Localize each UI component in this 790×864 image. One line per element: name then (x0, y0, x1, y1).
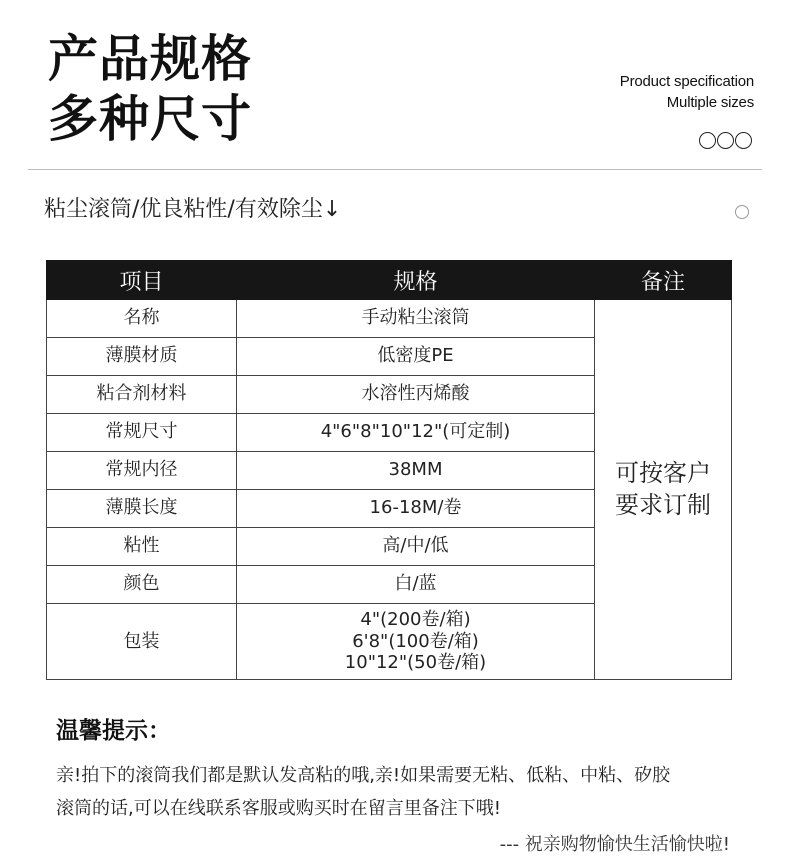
tips-line-1: 亲!拍下的滚筒我们都是默认发高粘的哦,亲!如果需要无粘、低粘、中粘、矽胶 (56, 765, 671, 786)
note-line-1: 可按客户 (615, 459, 711, 488)
small-circle-icon (735, 205, 749, 219)
row-spec: 水溶性丙烯酸 (237, 376, 595, 414)
english-title-line-1: Product specification (619, 73, 754, 90)
row-item: 包装 (47, 604, 237, 680)
row-item: 常规内径 (47, 452, 237, 490)
english-title-line-2: Multiple sizes (666, 94, 754, 111)
note-cell (595, 300, 732, 680)
row-spec: 手动粘尘滚筒 (237, 300, 595, 338)
row-item: 粘性 (47, 528, 237, 566)
packaging-line: 4"(200卷/箱) (360, 609, 471, 631)
tips-title: 温馨提示： (56, 718, 171, 744)
circle-icon (735, 132, 752, 149)
note-line-2: 要求订制 (615, 490, 711, 519)
packaging-spec (237, 604, 595, 680)
packaging-line: 6'8"(100卷/箱) (352, 630, 479, 652)
row-spec: 低密度PE (237, 338, 595, 376)
row-item: 常规尺寸 (47, 414, 237, 452)
circle-icon (699, 132, 716, 149)
row-item: 名称 (47, 300, 237, 338)
row-spec: 白/蓝 (237, 566, 595, 604)
row-spec: 4"6"8"10"12"(可定制) (237, 414, 595, 452)
title-line-1: 产品规格 (48, 30, 252, 88)
divider (28, 169, 762, 170)
circle-icon (717, 132, 734, 149)
spec-table (46, 260, 732, 680)
tips-sign-off: --- 祝亲购物愉快生活愉快啦! (499, 834, 730, 855)
decorative-circles (699, 132, 752, 149)
header-item: 项目 (47, 261, 237, 300)
header-note: 备注 (595, 261, 732, 300)
tips-line-2: 滚筒的话,可以在线联系客服或购买时在留言里备注下哦! (56, 798, 501, 819)
row-item: 粘合剂材料 (47, 376, 237, 414)
row-spec: 16-18M/卷 (237, 490, 595, 528)
row-item: 薄膜长度 (47, 490, 237, 528)
table-row (47, 300, 732, 338)
row-spec: 高/中/低 (237, 528, 595, 566)
row-spec: 38MM (237, 452, 595, 490)
row-item: 薄膜材质 (47, 338, 237, 376)
header-spec: 规格 (237, 261, 595, 300)
row-item: 颜色 (47, 566, 237, 604)
title-line-2: 多种尺寸 (48, 90, 252, 148)
table-header-row (47, 261, 732, 300)
packaging-line: 10"12"(50卷/箱) (344, 652, 487, 674)
subtitle: 粘尘滚筒/优良粘性/有效除尘↓ (44, 197, 342, 222)
